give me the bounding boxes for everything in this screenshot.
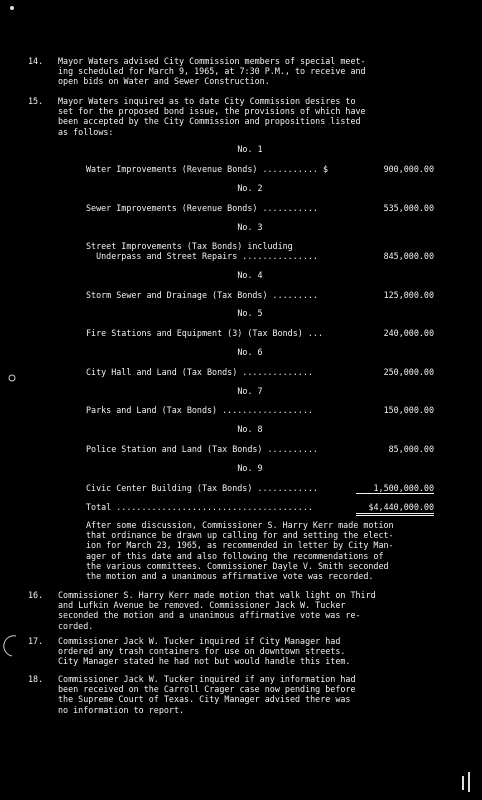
item-15-resolution: After some discussion, Commissioner S. Harry Kerr made motion that ordinance be drawn up calling for and setting the elect- ion for March 23, 1965, as recommended in letter by City Man- ager of this date and also following the recommendations of the various committees. Commissioner Dayle V. Smith seconded the motion and a unanimous affirmative vote was recorded. — [86, 520, 394, 582]
proposition-amount: 85,000.00 — [388, 444, 434, 454]
item-number: 14. — [28, 56, 44, 66]
item-text: Mayor Waters inquired as to date City Commission desires to set for the proposed bond issue, the provisions of which have been accepted by the City Commission and propositions listed as follows: — [58, 96, 366, 137]
edge-mark — [462, 776, 464, 790]
item-text: Commissioner Jack W. Tucker inquired if any information had been received on the Carroll Crager case now pending before the Supreme Court of Texas. City Manager advised there was no information to report. — [58, 674, 356, 715]
punch-mark — [4, 636, 16, 656]
proposition-number: No. 3 — [237, 222, 263, 232]
proposition-label: Parks and Land (Tax Bonds) .................. — [86, 405, 313, 415]
proposition-amount: 125,000.00 — [383, 290, 434, 300]
proposition-label: City Hall and Land (Tax Bonds) .............. — [86, 367, 313, 377]
proposition-number: No. 5 — [237, 308, 263, 318]
item-number: 16. — [28, 590, 44, 600]
proposition-amount: 240,000.00 — [383, 328, 434, 338]
proposition-label: Water Improvements (Revenue Bonds) ........... $ — [86, 164, 329, 174]
edge-mark — [468, 772, 470, 792]
proposition-label: Sewer Improvements (Revenue Bonds) ........... — [86, 203, 318, 213]
proposition-label: Police Station and Land (Tax Bonds) .......... — [86, 444, 318, 454]
item-text: Commissioner S. Harry Kerr made motion that walk light on Third and Lufkin Avenue be removed. Commissioner Jack W. Tucker seconded the motion and a unanimous affirmative vote was re- corded. — [58, 590, 376, 631]
proposition-amount: 150,000.00 — [383, 405, 434, 415]
proposition-label: Fire Stations and Equipment (3) (Tax Bonds) ... — [86, 328, 323, 338]
proposition-number: No. 1 — [237, 144, 263, 154]
proposition-amount: 1,500,000.00 — [373, 483, 434, 493]
total-label: Total ....................................... — [86, 502, 313, 512]
proposition-amount: 250,000.00 — [383, 367, 434, 377]
punch-mark — [9, 375, 15, 381]
proposition-number: No. 4 — [237, 270, 263, 280]
item-number: 15. — [28, 96, 44, 106]
item-number: 18. — [28, 674, 44, 684]
punch-mark — [10, 6, 14, 10]
proposition-amount: 845,000.00 — [383, 251, 434, 261]
total-amount: $4,440,000.00 — [368, 502, 434, 512]
proposition-amount: 900,000.00 — [383, 164, 434, 174]
proposition-number: No. 2 — [237, 183, 263, 193]
item-number: 17. — [28, 636, 44, 646]
proposition-label: Civic Center Building (Tax Bonds) ............ — [86, 483, 318, 493]
proposition-amount: 535,000.00 — [383, 203, 434, 213]
item-text: Commissioner Jack W. Tucker inquired if City Manager had ordered any trash containers for use on downtown streets. City Manager stated he had not but would handle this item. — [58, 636, 351, 667]
proposition-number: No. 6 — [237, 347, 263, 357]
proposition-number: No. 9 — [237, 463, 263, 473]
proposition-number: No. 7 — [237, 386, 263, 396]
proposition-number: No. 8 — [237, 424, 263, 434]
proposition-label: Street Improvements (Tax Bonds) including Underpass and Street Repairs ............... — [86, 241, 318, 262]
proposition-label: Storm Sewer and Drainage (Tax Bonds) ......... — [86, 290, 318, 300]
item-text: Mayor Waters advised City Commission members of special meet- ing scheduled for March 9, 1965, at 7:30 P.M., to receive and open bids on Water and Sewer Construction. — [58, 56, 366, 87]
